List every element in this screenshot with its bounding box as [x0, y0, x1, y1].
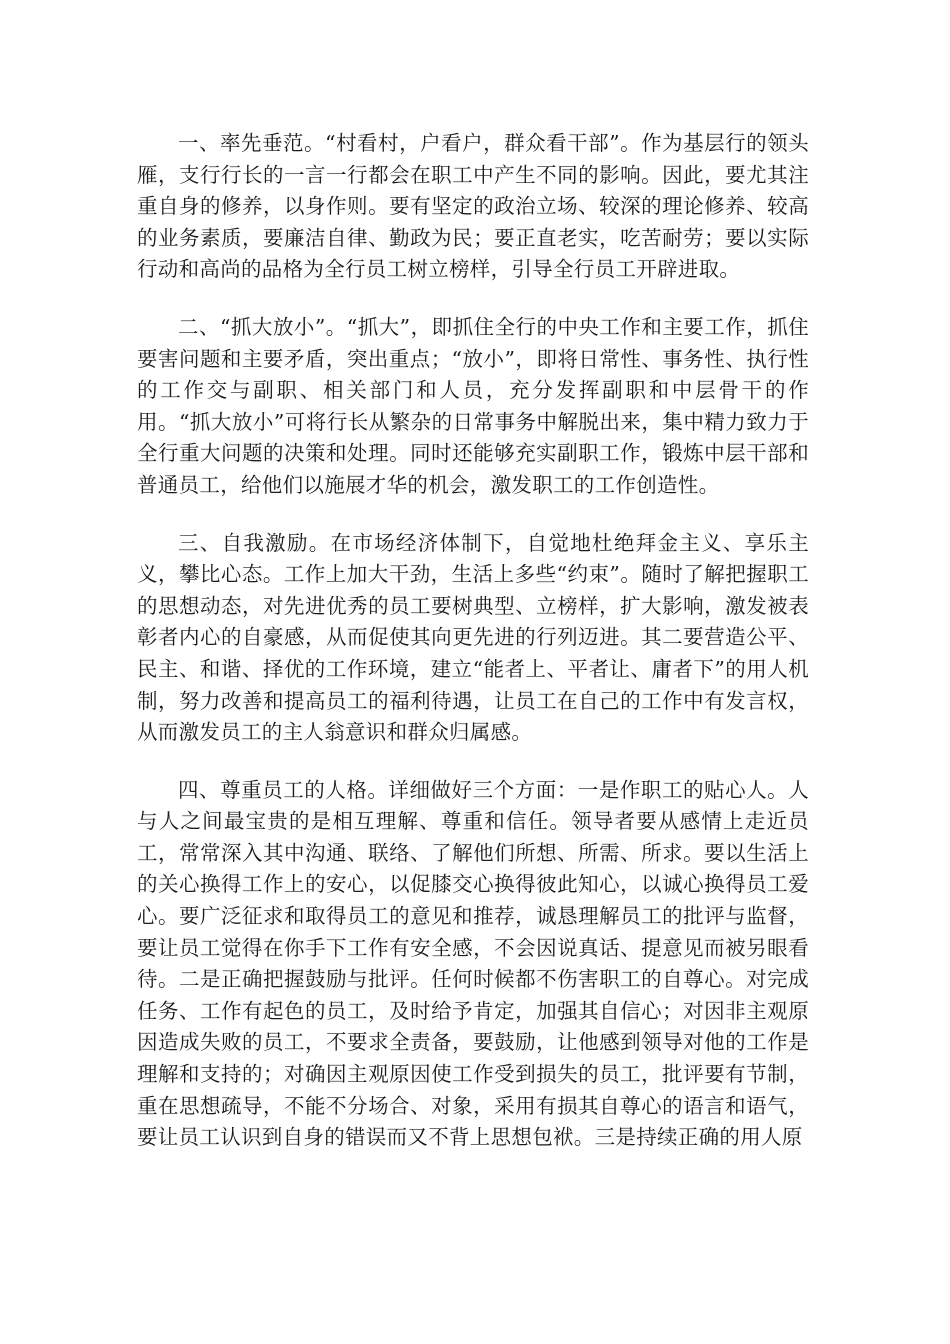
document-body — [137, 128, 809, 1154]
paragraph-2: 二、“抓大放小”。“抓大”，即抓住全行的中央工作和主要工作，抓住要害问题和主要矛盾，突出重点；“放小”，即将日常性、事务性、执行性的工作交与副职、相关部门和人员，充分发挥副职和中层骨干的作用。“抓大放小”可将行长从繁杂的日常事务中解脱出来，集中精力致力于全行重大问题的决策和处理。同时还能够充实副职工作，锻炼中层干部和普通员工，给他们以施展才华的机会，激发职工的工作创造性。 — [137, 314, 809, 497]
paragraph-1: 一、率先垂范。“村看村，户看户，群众看干部”。作为基层行的领头雁，支行行长的一言一行都会在职工中产生不同的影响。因此，要尤其注重自身的修养，以身作则。要有坚定的政治立场、较深的理论修养、较高的业务素质，要廉洁自律、勤政为民；要正直老实，吃苦耐劳；要以实际行动和高尚的品格为全行员工树立榜样，引导全行员工开辟进取。 — [137, 131, 809, 282]
paragraph-3: 三、自我激励。在市场经济体制下，自觉地杜绝拜金主义、享乐主义，攀比心态。工作上加大干劲，生活上多些“约束”。随时了解把握职工的思想动态，对先进优秀的员工要树典型、立榜样，扩大影响，激发被表彰者内心的自豪感，从而促使其向更先进的行列迈进。其二要营造公平、民主、和谐、择优的工作环境，建立“能者上、平者让、庸者下”的用人机制，努力改善和提高员工的福利待遇，让员工在自己的工作中有发言权，从而激发员工的主人翁意识和群众归属感。 — [137, 530, 809, 745]
paragraph-4: 四、尊重员工的人格。详细做好三个方面：一是作职工的贴心人。人与人之间最宝贵的是相互理解、尊重和信任。领导者要从感情上走近员工，常常深入其中沟通、联络、了解他们所想、所需、所求。要以生活上的关心换得工作上的安心，以促膝交心换得彼此知心，以诚心换得员工爱心。要广泛征求和取得员工的意见和推荐，诚恳理解员工的批评与监督，要让员工觉得在你手下工作有安全感，不会因说真话、提意见而被另眼看待。二是正确把握鼓励与批评。任何时候都不伤害职工的自尊心。对完成任务、工作有起色的员工，及时给予肯定，加强其自信心；对因非主观原因造成失败的员工，不要求全责备，要鼓励，让他感到领导对他的工作是理解和支持的；对确因主观原因使工作受到损失的员工，批评要有节制，重在思想疏导，不能不分场合、对象，采用有损其自尊心的语言和语气，要让员工认识到自身的错误而又不背上思想包袱。三是持续正确的用人原 — [137, 777, 809, 1150]
